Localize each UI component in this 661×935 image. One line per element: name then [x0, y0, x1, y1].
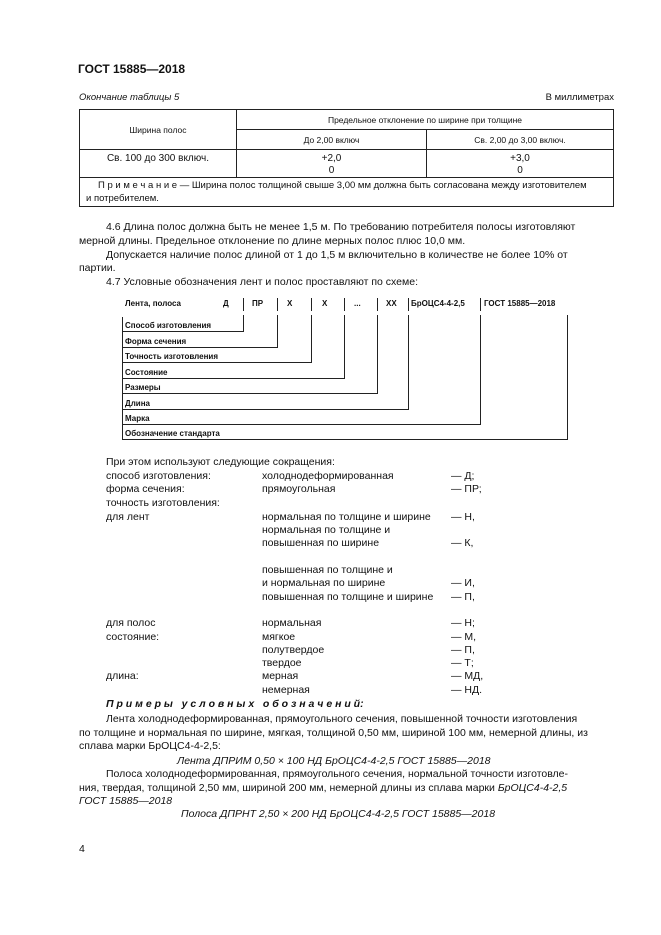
abbr-label: для лент [106, 511, 150, 523]
example2-line2 [79, 782, 567, 796]
abbr-code: — И, [451, 577, 475, 589]
note-label: П р и м е ч а н и е [98, 180, 178, 191]
example2-code: Полоса ДПРНТ 2,50 × 200 НД БрОЦС4-4-2,5 ГОСТ 15885—2018 [181, 808, 496, 820]
header-deviation: Предельное отклонение по ширине при толщине [237, 110, 614, 130]
scheme-x1: Х [287, 299, 293, 308]
scheme-label-section: Форма сечения [125, 337, 187, 346]
abbr-value: твердое [262, 657, 302, 669]
para-4-6-line1: 4.6 Длина полос должна быть не менее 1,5 м. По требованию потребителя полосы изготовляют [106, 221, 576, 233]
abbr-code: — П, [451, 644, 475, 656]
scheme-label-length: Длина [125, 399, 150, 408]
scheme-standard: ГОСТ 15885—2018 [484, 299, 556, 308]
row-dev2-bot: 0 [517, 165, 523, 176]
abbr-code: — Н; [451, 617, 475, 629]
abbr-value: повышенная по ширине [262, 537, 380, 549]
header-width: Ширина полос [80, 110, 237, 150]
para-4-6-line4: партии. [79, 262, 116, 274]
abbr-value: немерная [262, 684, 310, 696]
para-4-6-line2: мерной длины. Предельное отклонение по длине мерных полос плюс 10,0 мм. [79, 235, 466, 247]
para-4-7: 4.7 Условные обозначения лент и полос проставляют по схеме: [106, 276, 418, 288]
abbr-code: — НД. [451, 684, 483, 696]
scheme-label-method: Способ изготовления [125, 321, 212, 330]
abbr-value: холоднодеформированная [262, 470, 394, 482]
row-dev2-top: +3,0 [510, 153, 530, 164]
scheme-label-sizes: Размеры [125, 383, 161, 392]
row-width: Св. 100 до 300 включ. [80, 150, 237, 178]
abbr-value: и нормальная по ширине [262, 577, 386, 589]
example2-line2-text: ния, твердая, толщиной 2,50 мм, шириной 200 мм, немерной длины из сплава марки [79, 782, 498, 794]
table-note [80, 178, 614, 207]
scheme-label-accuracy: Точность изготовления [125, 352, 218, 361]
para-4-6-line3: Допускается наличие полос длиной от 1 до 1,5 м включительно в количестве не более 10% от [106, 249, 568, 261]
scheme-d: Д [223, 299, 229, 308]
abbr-code: — Т; [451, 657, 474, 669]
example1-line2: по толщине и нормальная по ширине, мягкая, толщиной 0,50 мм, шириной 100 мм, немерной длины, из [79, 727, 588, 739]
abbr-value: полутвердое [262, 644, 325, 656]
document-header: ГОСТ 15885—2018 [78, 62, 186, 76]
examples-title: П р и м е р ы у с л о в н ы х о б о з н а ч е н и й: [106, 698, 364, 710]
table-5 [79, 109, 614, 207]
abbr-label: точность изготовления: [106, 497, 220, 509]
row-dev1 [237, 150, 427, 178]
abbr-code: — П, [451, 591, 475, 603]
scheme-dots: ... [354, 299, 361, 308]
abbr-label: состояние: [106, 631, 160, 643]
example1-line3: сплава марки БрОЦС4-4-2,5: [79, 740, 221, 752]
example2-line1: Полоса холоднодеформированная, прямоугольного сечения, нормальной точности изготовле- [106, 768, 569, 780]
scheme-head: Лента, полоса [125, 299, 181, 308]
abbr-value: нормальная по толщине и ширине [262, 511, 431, 523]
example1-code: Лента ДПРИМ 0,50 × 100 НД БрОЦС4-4-2,5 ГОСТ 15885—2018 [177, 755, 491, 767]
scheme-xx: ХХ [386, 299, 397, 308]
abbr-code: — Н, [451, 511, 475, 523]
units-label: В миллиметрах [545, 92, 614, 103]
row-dev2 [427, 150, 614, 178]
scheme-alloy: БрОЦС4-4-2,5 [411, 299, 465, 308]
abbr-label: способ изготовления: [106, 470, 211, 482]
table-caption: Окончание таблицы 5 [79, 92, 180, 103]
abbr-label: форма сечения: [106, 483, 185, 495]
page-number: 4 [79, 843, 85, 855]
abbr-value: нормальная [262, 617, 322, 629]
abbr-code: — Д; [451, 470, 475, 482]
abbr-code: — К, [451, 537, 474, 549]
abbr-code: — М, [451, 631, 477, 643]
header-sub1: До 2,00 включ [237, 130, 427, 150]
abbr-code: — МД, [451, 670, 484, 682]
abbr-value: мягкое [262, 631, 296, 643]
scheme-label-standard: Обозначение стандарта [125, 429, 220, 438]
abbr-value: нормальная по толщине и [262, 524, 391, 536]
note-text-2: и потребителем. [86, 193, 159, 204]
example2-line2-alloy: БрОЦС4-4-2,5 [497, 782, 568, 794]
abbr-label: для полос [106, 617, 156, 629]
example1-line1: Лента холоднодеформированная, прямоугольного сечения, повышенной точности изготовления [106, 713, 578, 725]
scheme-pr: ПР [252, 299, 264, 308]
example2-line3: ГОСТ 15885—2018 [79, 795, 173, 807]
abbr-value: прямоугольная [262, 483, 336, 495]
row-dev1-top: +2,0 [321, 153, 342, 164]
abbr-code: — ПР; [451, 483, 482, 495]
abbr-value: мерная [262, 670, 299, 682]
note-text: — Ширина полос толщиной свыше 3,00 мм должна быть согласована между изготовителем [177, 180, 587, 191]
scheme-label-state: Состояние [125, 368, 168, 377]
header-sub2: Св. 2,00 до 3,00 включ. [427, 130, 614, 150]
scheme-x2: Х [322, 299, 328, 308]
abbr-value: повышенная по толщине и ширине [262, 591, 434, 603]
row-dev1-bot: 0 [328, 165, 335, 176]
abbr-value: повышенная по толщине и [262, 564, 393, 576]
scheme-label-grade: Марка [125, 414, 150, 423]
abbr-intro: При этом используют следующие сокращения: [106, 456, 335, 468]
abbr-label: длина: [106, 670, 139, 682]
